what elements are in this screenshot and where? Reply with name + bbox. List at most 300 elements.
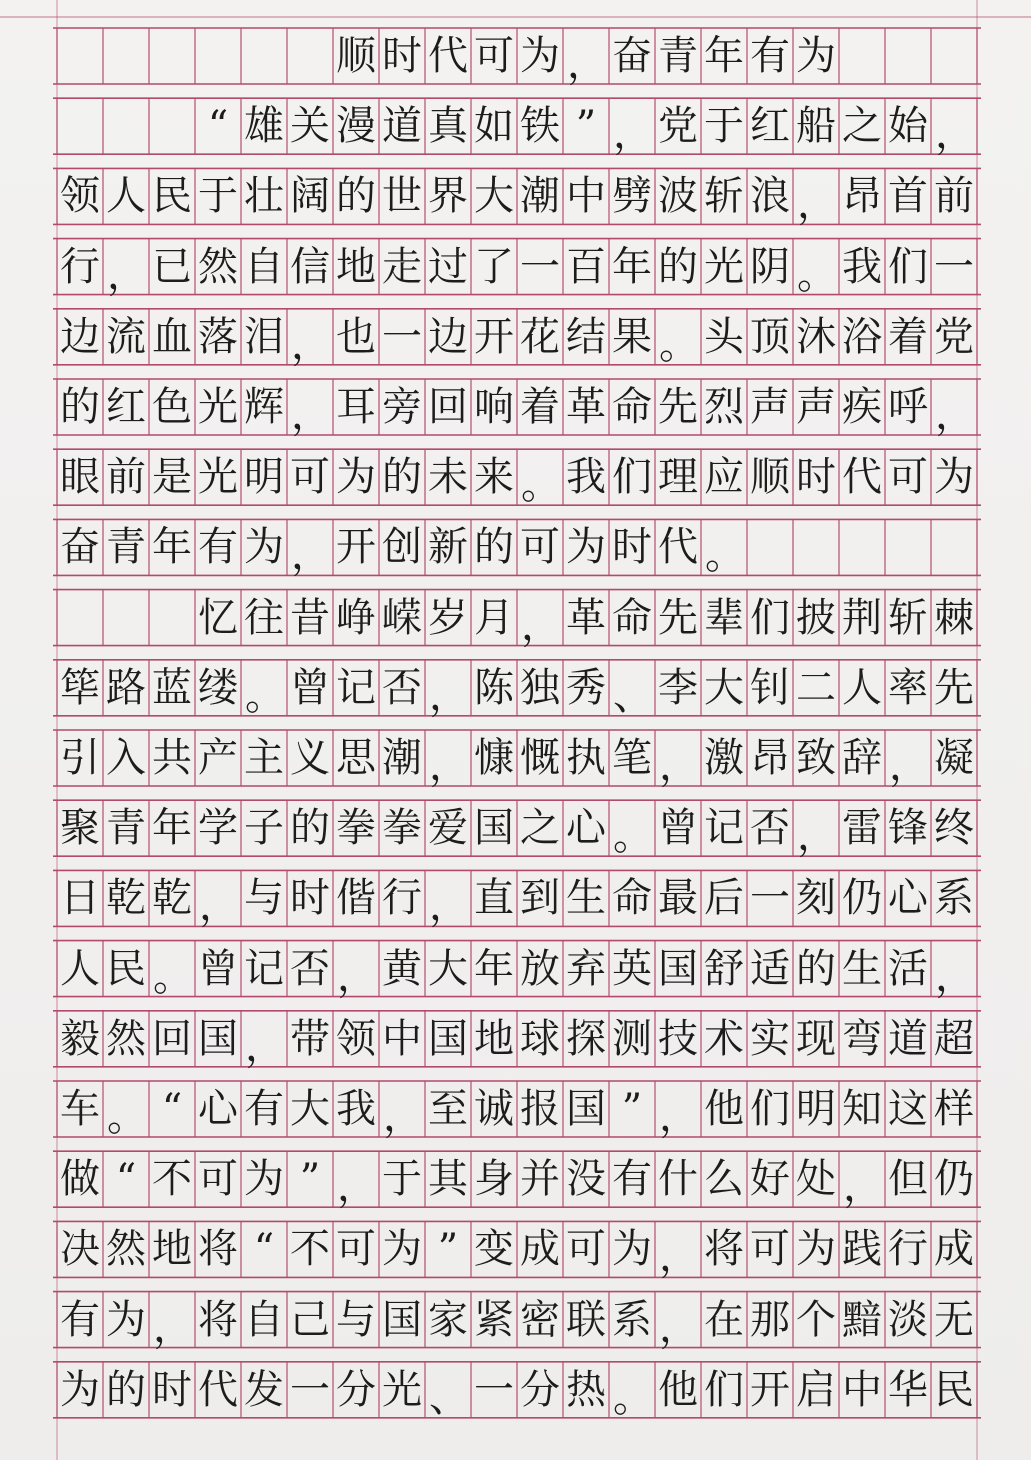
grid-char: 车 xyxy=(60,1086,100,1132)
grid-char: 可 xyxy=(566,1226,606,1273)
grid-char: 英 xyxy=(612,945,652,992)
grid-char: ， xyxy=(153,1304,193,1351)
grid-char: 黯 xyxy=(842,1296,882,1343)
grid-char: 先 xyxy=(658,384,698,430)
grid-char: 青 xyxy=(658,33,698,79)
grid-char: 辉 xyxy=(244,384,284,430)
grid-char: 光 xyxy=(198,384,238,430)
grid-char: 为 xyxy=(566,524,606,571)
text-line xyxy=(57,379,977,438)
grid-char: ” xyxy=(299,1156,321,1203)
grid-char: 创 xyxy=(382,524,422,571)
grid-char: 民 xyxy=(106,945,146,992)
grid-char: 界 xyxy=(428,173,468,220)
grid-char: 的 xyxy=(474,524,514,571)
grid-char: 的 xyxy=(290,805,330,852)
grid-char: 落 xyxy=(198,313,238,360)
grid-char: 为 xyxy=(612,1226,652,1273)
grid-char: 致 xyxy=(796,735,836,781)
grid-char: 人 xyxy=(106,173,146,220)
text-line xyxy=(57,239,977,298)
grid-char: 国 xyxy=(382,1296,422,1343)
grid-char: 声 xyxy=(796,384,836,430)
grid-char: 没 xyxy=(566,1156,606,1203)
grid-char: 球 xyxy=(520,1015,560,1062)
grid-char: 波 xyxy=(658,173,698,220)
grid-char: ， xyxy=(383,1094,423,1140)
grid-char: 铁 xyxy=(520,103,560,150)
grid-char: 那 xyxy=(750,1296,790,1343)
text-line xyxy=(57,1081,977,1140)
grid-char: 着 xyxy=(888,313,928,360)
grid-char: 呼 xyxy=(888,384,928,430)
grid-char: 时 xyxy=(152,1366,192,1413)
grid-char: 阴 xyxy=(750,243,790,290)
grid-char: 仍 xyxy=(842,875,882,922)
grid-char: 时 xyxy=(382,33,422,79)
grid-char: 辞 xyxy=(842,735,882,781)
grid-char: 曾 xyxy=(198,945,238,992)
essay-title-row xyxy=(57,28,977,87)
grid-char: 否 xyxy=(290,945,330,992)
grid-char: 我 xyxy=(566,454,606,501)
grid-char: 奋 xyxy=(612,33,652,79)
grid-char: 心 xyxy=(566,805,606,852)
grid-char: 红 xyxy=(106,384,146,430)
grid-char: 生 xyxy=(566,875,606,922)
grid-char: “ xyxy=(115,1156,137,1203)
grid-char: 执 xyxy=(566,735,606,781)
text-line xyxy=(57,98,977,158)
grid-char: 可 xyxy=(750,1226,790,1273)
grid-char: 先 xyxy=(658,594,698,641)
grid-char: 术 xyxy=(704,1015,744,1062)
grid-char: 劈 xyxy=(612,173,652,220)
grid-char: ” xyxy=(437,1226,459,1273)
grid-char: 之 xyxy=(842,103,882,150)
grid-char: 爱 xyxy=(428,805,468,852)
grid-char: 舒 xyxy=(704,945,744,992)
grid-char: 船 xyxy=(796,103,836,150)
grid-char: 刻 xyxy=(796,875,836,922)
grid-char: 泪 xyxy=(244,313,284,360)
grid-char: 血 xyxy=(152,313,192,360)
grid-char: 响 xyxy=(474,384,514,430)
grid-char: 激 xyxy=(704,735,744,781)
grid-char: ， xyxy=(429,743,469,789)
grid-char: 日 xyxy=(60,875,100,922)
grid-char xyxy=(747,519,793,575)
grid-char: 后 xyxy=(704,875,744,922)
grid-char: 的 xyxy=(106,1366,146,1413)
grid-char: 心 xyxy=(888,875,928,922)
grid-char: 时 xyxy=(796,454,836,501)
grid-char: 热 xyxy=(566,1366,606,1413)
grid-char: 么 xyxy=(704,1156,744,1203)
grid-char: 于 xyxy=(704,103,744,150)
grid-char xyxy=(793,519,839,575)
grid-char: 缕 xyxy=(198,664,238,711)
grid-char: 大 xyxy=(474,173,514,220)
grid-char: 行 xyxy=(60,243,100,290)
grid-char: 革 xyxy=(566,594,606,641)
grid-char: ， xyxy=(659,1234,699,1281)
grid-char: 超 xyxy=(934,1015,974,1062)
grid-char: 思 xyxy=(336,735,376,781)
grid-char: 中 xyxy=(842,1366,882,1413)
grid-char: 为 xyxy=(382,1226,422,1273)
grid-char: 践 xyxy=(842,1226,882,1273)
grid-char: 为 xyxy=(244,524,284,571)
grid-char: 成 xyxy=(934,1226,974,1273)
grid-char: 之 xyxy=(520,805,560,852)
grid-char: 弃 xyxy=(566,945,606,992)
grid-char: 为 xyxy=(60,1366,100,1413)
grid-char: 年 xyxy=(612,243,652,290)
grid-char: 年 xyxy=(704,33,744,79)
grid-char: 们 xyxy=(888,243,928,290)
grid-char: ， xyxy=(659,1304,699,1351)
grid-char: 实 xyxy=(750,1015,790,1062)
grid-char: 声 xyxy=(750,384,790,430)
grid-char: 国 xyxy=(428,1015,468,1062)
grid-char: 然 xyxy=(106,1015,146,1062)
grid-char: 华 xyxy=(888,1366,928,1413)
grid-char: 乾 xyxy=(106,875,146,922)
grid-char: 时 xyxy=(290,875,330,922)
grid-char: 青 xyxy=(106,524,146,571)
grid-char: ， xyxy=(521,602,561,649)
grid-char: 率 xyxy=(888,664,928,711)
grid-char: 年 xyxy=(474,945,514,992)
grid-char: 可 xyxy=(290,454,330,501)
grid-char: 民 xyxy=(152,173,192,220)
grid-char: 边 xyxy=(428,313,468,360)
grid-char: 系 xyxy=(934,875,974,922)
grid-char: 顺 xyxy=(336,33,376,79)
text-line xyxy=(57,730,977,789)
grid-char: 奋 xyxy=(60,524,100,571)
grid-char: ， xyxy=(337,1164,377,1211)
grid-char: 曾 xyxy=(290,664,330,711)
grid-char: 探 xyxy=(566,1015,606,1062)
grid-char: 国 xyxy=(566,1086,606,1132)
grid-char xyxy=(149,98,195,154)
grid-char: 为 xyxy=(796,1226,836,1273)
grid-char: 我 xyxy=(336,1086,376,1132)
grid-char: ， xyxy=(935,111,975,158)
grid-char: 荆 xyxy=(842,594,882,641)
grid-char: 地 xyxy=(152,1226,192,1273)
grid-char: 可 xyxy=(336,1226,376,1273)
grid-char: 大 xyxy=(428,945,468,992)
grid-char: 色 xyxy=(152,384,192,430)
grid-char: 了 xyxy=(474,243,514,290)
grid-char: 锋 xyxy=(888,805,928,852)
grid-char: 慷 xyxy=(474,735,514,781)
grid-char: 潮 xyxy=(520,173,560,220)
grid-char: 与 xyxy=(336,1296,376,1343)
grid-char: “ xyxy=(161,1086,183,1132)
grid-char: 心 xyxy=(198,1086,238,1132)
grid-char: 年 xyxy=(152,805,192,852)
grid-char: 过 xyxy=(428,243,468,290)
grid-char: 、 xyxy=(613,672,653,719)
grid-char: 身 xyxy=(474,1156,514,1203)
grid-char: 有 xyxy=(244,1086,284,1132)
grid-char xyxy=(149,28,195,84)
grid-char: 信 xyxy=(290,243,330,290)
grid-char: 终 xyxy=(934,805,974,852)
grid-char: 代 xyxy=(842,454,882,501)
grid-char: ， xyxy=(843,1164,883,1211)
grid-char: 青 xyxy=(106,805,146,852)
grid-char: 己 xyxy=(290,1296,330,1343)
grid-char: 昔 xyxy=(290,594,330,641)
grid-char: 为 xyxy=(796,33,836,79)
grid-char: 。 xyxy=(107,1094,147,1140)
grid-char: 慨 xyxy=(520,735,560,781)
grid-char: 中 xyxy=(382,1015,422,1062)
grid-char: 带 xyxy=(290,1015,330,1062)
grid-char: 大 xyxy=(704,664,744,711)
grid-char: 学 xyxy=(198,805,238,852)
grid-char: 嵘 xyxy=(382,594,422,641)
grid-char: 行 xyxy=(888,1226,928,1273)
grid-char: 在 xyxy=(704,1296,744,1343)
grid-char xyxy=(287,28,333,84)
grid-char: 黄 xyxy=(382,945,422,992)
grid-char: 人 xyxy=(842,664,882,711)
grid-char: 技 xyxy=(658,1015,698,1062)
grid-char: 毅 xyxy=(60,1015,100,1062)
grid-char: 他 xyxy=(704,1086,744,1132)
grid-char: 棘 xyxy=(934,594,974,641)
grid-char: 家 xyxy=(428,1296,468,1343)
grid-char: 知 xyxy=(842,1086,882,1132)
grid-char: 命 xyxy=(612,594,652,641)
grid-char: 们 xyxy=(750,594,790,641)
grid-char: 月 xyxy=(474,594,514,641)
grid-char: 披 xyxy=(796,594,836,641)
grid-char: ， xyxy=(291,321,331,368)
grid-char: 产 xyxy=(198,735,238,781)
grid-char: ， xyxy=(889,743,929,789)
text-line xyxy=(57,590,977,649)
grid-char: 领 xyxy=(336,1015,376,1062)
grid-char: “ xyxy=(207,103,229,150)
grid-char: 的 xyxy=(60,384,100,430)
grid-char xyxy=(149,590,195,646)
grid-char: 有 xyxy=(750,33,790,79)
grid-char: ， xyxy=(199,883,239,930)
grid-char: 可 xyxy=(198,1156,238,1203)
grid-char: 革 xyxy=(566,384,606,430)
grid-char: 地 xyxy=(336,243,376,290)
grid-char: 的 xyxy=(336,173,376,220)
grid-char: 弯 xyxy=(842,1015,882,1062)
grid-char: 代 xyxy=(658,524,698,571)
grid-char: 果 xyxy=(612,313,652,360)
grid-char: 测 xyxy=(612,1015,652,1062)
grid-char: 筚 xyxy=(60,664,100,711)
grid-char: 主 xyxy=(244,735,284,781)
grid-char: 行 xyxy=(382,875,422,922)
grid-char: 年 xyxy=(152,524,192,571)
grid-char: 旁 xyxy=(382,384,422,430)
grid-char: 系 xyxy=(612,1296,652,1343)
grid-char: 李 xyxy=(658,664,698,711)
grid-char: 漫 xyxy=(336,103,376,150)
grid-char xyxy=(57,28,103,84)
grid-char: 为 xyxy=(934,454,974,501)
grid-char: 昂 xyxy=(842,173,882,220)
grid-char: 一 xyxy=(520,243,560,290)
grid-char: 党 xyxy=(658,103,698,150)
grid-char: 头 xyxy=(704,313,744,360)
grid-char: 然 xyxy=(106,1226,146,1273)
grid-char: 二 xyxy=(796,664,836,711)
grid-char: 们 xyxy=(704,1366,744,1413)
grid-char xyxy=(103,590,149,646)
grid-char: 诚 xyxy=(474,1086,514,1132)
grid-char: 独 xyxy=(520,664,560,711)
grid-char: 着 xyxy=(520,384,560,430)
grid-char: 。 xyxy=(521,462,561,509)
grid-char: 阔 xyxy=(290,173,330,220)
grid-char: 路 xyxy=(106,664,146,711)
grid-char: 回 xyxy=(152,1015,192,1062)
grid-char: 为 xyxy=(244,1156,284,1203)
grid-char: 引 xyxy=(60,735,100,781)
grid-char: 笔 xyxy=(612,735,652,781)
grid-char: 决 xyxy=(60,1226,100,1273)
grid-char: 记 xyxy=(704,805,744,852)
grid-char: 。 xyxy=(245,672,285,719)
grid-char: 蓝 xyxy=(152,664,192,711)
grid-char: 中 xyxy=(566,173,606,220)
grid-char: ， xyxy=(613,111,653,158)
grid-char: 们 xyxy=(612,454,652,501)
grid-char: 义 xyxy=(290,735,330,781)
grid-char: 雷 xyxy=(842,805,882,852)
grid-char: 时 xyxy=(612,524,652,571)
grid-char: ， xyxy=(659,743,699,789)
grid-char: 眼 xyxy=(60,454,100,501)
grid-char: 陈 xyxy=(474,664,514,711)
grid-char: 变 xyxy=(474,1226,514,1273)
grid-char: 放 xyxy=(520,945,560,992)
grid-char: ， xyxy=(429,672,469,719)
grid-char xyxy=(195,28,241,84)
grid-char: 拳 xyxy=(336,805,376,852)
grid-char: 发 xyxy=(244,1366,284,1413)
grid-char: 真 xyxy=(428,103,468,150)
grid-char: 前 xyxy=(934,173,974,220)
grid-char: 好 xyxy=(750,1156,790,1203)
grid-char: 应 xyxy=(704,454,744,501)
grid-char: 与 xyxy=(244,875,284,922)
grid-char: 报 xyxy=(520,1086,560,1132)
grid-char: 的 xyxy=(658,243,698,290)
grid-char: 前 xyxy=(106,454,146,501)
grid-char: 新 xyxy=(428,524,468,571)
grid-char: 先 xyxy=(934,664,974,711)
grid-char: 来 xyxy=(474,454,514,501)
grid-char: 记 xyxy=(244,945,284,992)
grid-char: 人 xyxy=(60,945,100,992)
text-line xyxy=(57,870,977,930)
grid-char: 岁 xyxy=(428,594,468,641)
grid-char: 。 xyxy=(613,813,653,860)
grid-char: 直 xyxy=(474,875,514,922)
grid-char: 未 xyxy=(428,454,468,501)
grid-char: 。 xyxy=(153,953,193,1000)
grid-char: 将 xyxy=(704,1226,744,1273)
grid-char: 拳 xyxy=(382,805,422,852)
grid-char: 结 xyxy=(566,313,606,360)
grid-char: 斩 xyxy=(704,173,744,220)
text-line xyxy=(57,800,977,860)
grid-char xyxy=(839,519,885,575)
grid-char: 道 xyxy=(382,103,422,150)
grid-char: 曾 xyxy=(658,805,698,852)
grid-char: 自 xyxy=(244,1296,284,1343)
grid-char: 否 xyxy=(750,805,790,852)
grid-char: 一 xyxy=(290,1366,330,1413)
grid-char: 乾 xyxy=(152,875,192,922)
grid-char: 。 xyxy=(797,251,837,298)
grid-char xyxy=(839,28,885,84)
grid-char: ， xyxy=(659,1094,699,1140)
grid-char: 一 xyxy=(382,313,422,360)
grid-char: 并 xyxy=(520,1156,560,1203)
grid-char: ， xyxy=(291,392,331,438)
grid-char: 开 xyxy=(750,1366,790,1413)
grid-char: ， xyxy=(567,41,607,87)
grid-char: 、 xyxy=(429,1374,469,1421)
grid-char: 领 xyxy=(60,173,100,220)
grid-char: ， xyxy=(935,953,975,1000)
grid-char: ” xyxy=(575,103,597,150)
grid-char: 有 xyxy=(60,1296,100,1343)
grid-char: 凝 xyxy=(934,735,974,781)
grid-char: ， xyxy=(291,532,331,579)
grid-char: 有 xyxy=(198,524,238,571)
grid-char: 的 xyxy=(382,454,422,501)
grid-char: 自 xyxy=(244,243,284,290)
grid-char: ” xyxy=(621,1086,643,1132)
grid-char: 有 xyxy=(612,1156,652,1203)
grid-char: 成 xyxy=(520,1226,560,1273)
text-line xyxy=(57,1292,977,1351)
grid-char: 浪 xyxy=(750,173,790,220)
grid-char: ， xyxy=(429,883,469,930)
grid-char: 代 xyxy=(198,1366,238,1413)
grid-char: 雄 xyxy=(244,103,284,150)
grid-char: 光 xyxy=(704,243,744,290)
grid-char: 地 xyxy=(474,1015,514,1062)
grid-char: 花 xyxy=(520,313,560,360)
grid-char: 偕 xyxy=(336,875,376,922)
grid-char: 仍 xyxy=(934,1156,974,1203)
text-line xyxy=(57,519,977,579)
grid-char: 秀 xyxy=(566,664,606,711)
grid-char: 是 xyxy=(152,454,192,501)
grid-char xyxy=(57,98,103,154)
grid-char: 沐 xyxy=(796,313,836,360)
grid-char: 钊 xyxy=(750,664,790,711)
